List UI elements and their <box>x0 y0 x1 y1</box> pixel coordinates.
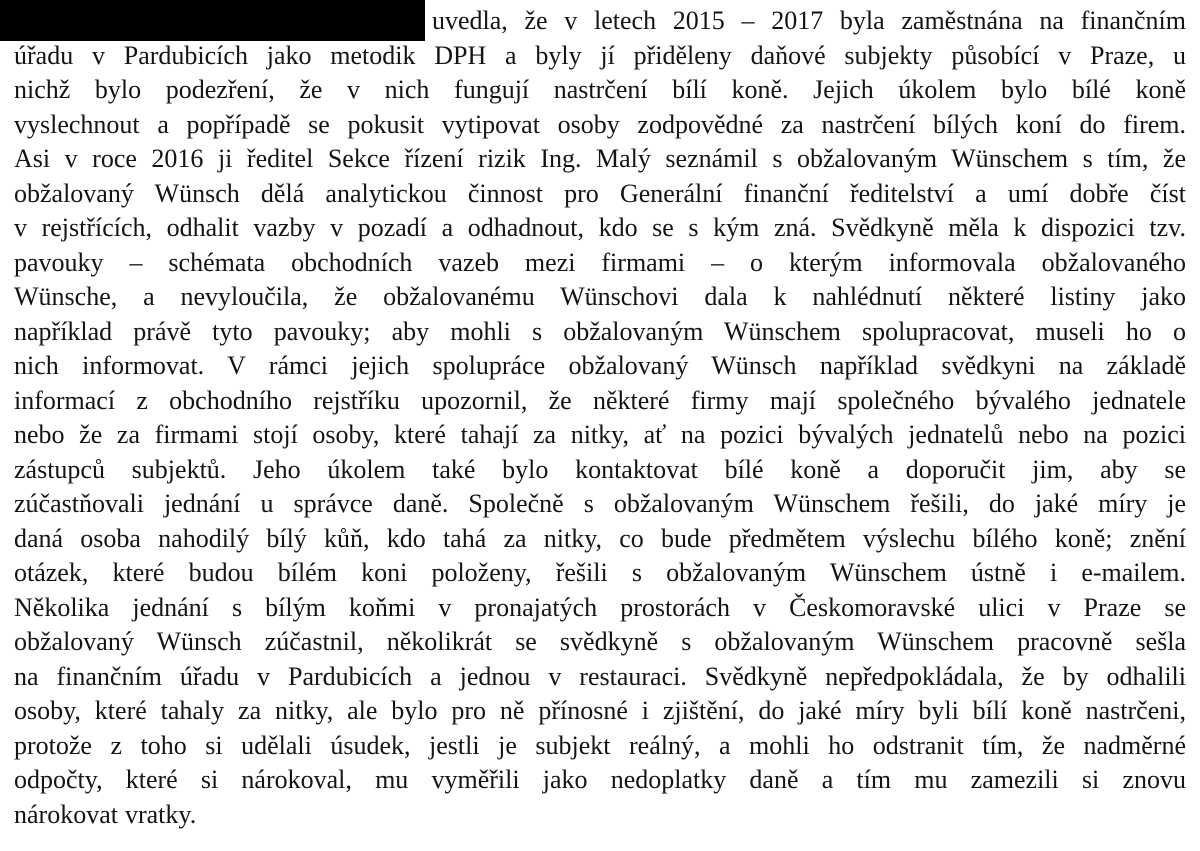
text-line: Asi v roce 2016 ji ředitel Sekce řízení rizik Ing. Malý seznámil s obžalovaným Wünschem s tím, že <box>14 144 1186 173</box>
text-line: Wünsche, a nevyloučila, že obžalovanému Wünschovi dala k nahlédnutí některé listiny jako <box>14 282 1186 311</box>
text-line: protože z toho si udělali úsudek, jestli je subjekt reálný, a mohli ho odstranit tím, že nadměrné <box>14 730 1186 760</box>
text-line: v rejstřících, odhalit vazby v pozadí a odhadnout, kdo se s kým zná. Svědkyně měla k dispozici tzv. <box>14 213 1186 242</box>
text-line: úřadu v Pardubicích jako metodik DPH a byly jí přiděleny daňové subjekty působící v Praze, u <box>14 40 1186 70</box>
text-line: vyslechnout a popřípadě se pokusit vytipovat osoby zodpovědné za nastrčení bílých koní do firem. <box>14 109 1186 139</box>
text-line: nichž bylo podezření, že v nich fungují nastrčení bílí koně. Jejich úkolem bylo bílé koně <box>14 75 1186 104</box>
text-line: zúčastňovali jednání u správce daně. Společně s obžalovaným Wünschem řešili, do jaké míry je <box>14 489 1186 518</box>
text-line: obžalovaný Wünsch zúčastnil, několikrát se svědkyně s obžalovaným Wünschem pracovně sešla <box>14 627 1186 656</box>
text-line: informací z obchodního rejstříku upozornil, že některé firmy mají společného bývalého jednatele <box>14 385 1186 415</box>
text-line: nebo že za firmami stojí osoby, které tahají za nitky, ať na pozici bývalých jednatelů nebo na pozici <box>14 420 1186 449</box>
text-line: uvedla, že v letech 2015 – 2017 byla zaměstnána na finančním <box>14 4 1186 39</box>
text-line: nich informovat. V rámci jejich spolupráce obžalovaný Wünsch například svědkyni na základě <box>14 351 1186 380</box>
text-line: nárokovat vratky. <box>14 799 197 829</box>
text-line: pavouky – schémata obchodních vazeb mezi firmami – o kterým informovala obžalovaného <box>14 247 1186 277</box>
text-line: například právě tyto pavouky; aby mohli s obžalovaným Wünschem spolupracovat, museli ho o <box>14 316 1186 346</box>
text-line: otázek, které budou bílém koni položeny, řešili s obžalovaným Wünschem ústně i e-mailem. <box>14 558 1186 587</box>
text-line: na finančním úřadu v Pardubicích a jednou v restauraci. Svědkyně nepředpokládala, že by odhalili <box>14 661 1186 691</box>
text-line: daná osoba nahodilý bílý kůň, kdo tahá za nitky, co bude předmětem výslechu bílého koně; znění <box>14 523 1186 553</box>
text-line: osoby, které tahaly za nitky, ale bylo pro ně přínosné i zjištění, do jaké míry byli bílí koně nastrčeni, <box>14 696 1186 725</box>
text-line: Několika jednání s bílým koňmi v pronajatých prostorách v Českomoravské ulici v Praze se <box>14 592 1186 622</box>
text-line: odpočty, které si nárokoval, mu vyměřili jako nedoplatky daně a tím mu zamezili si znovu <box>14 765 1186 794</box>
text-line: obžalovaný Wünsch dělá analytickou činnost pro Generální finanční ředitelství a umí dobře číst <box>14 178 1186 208</box>
redaction-bar <box>0 0 425 41</box>
text-line: zástupců subjektů. Jeho úkolem také bylo kontaktovat bílé koně a doporučit jim, aby se <box>14 454 1186 484</box>
